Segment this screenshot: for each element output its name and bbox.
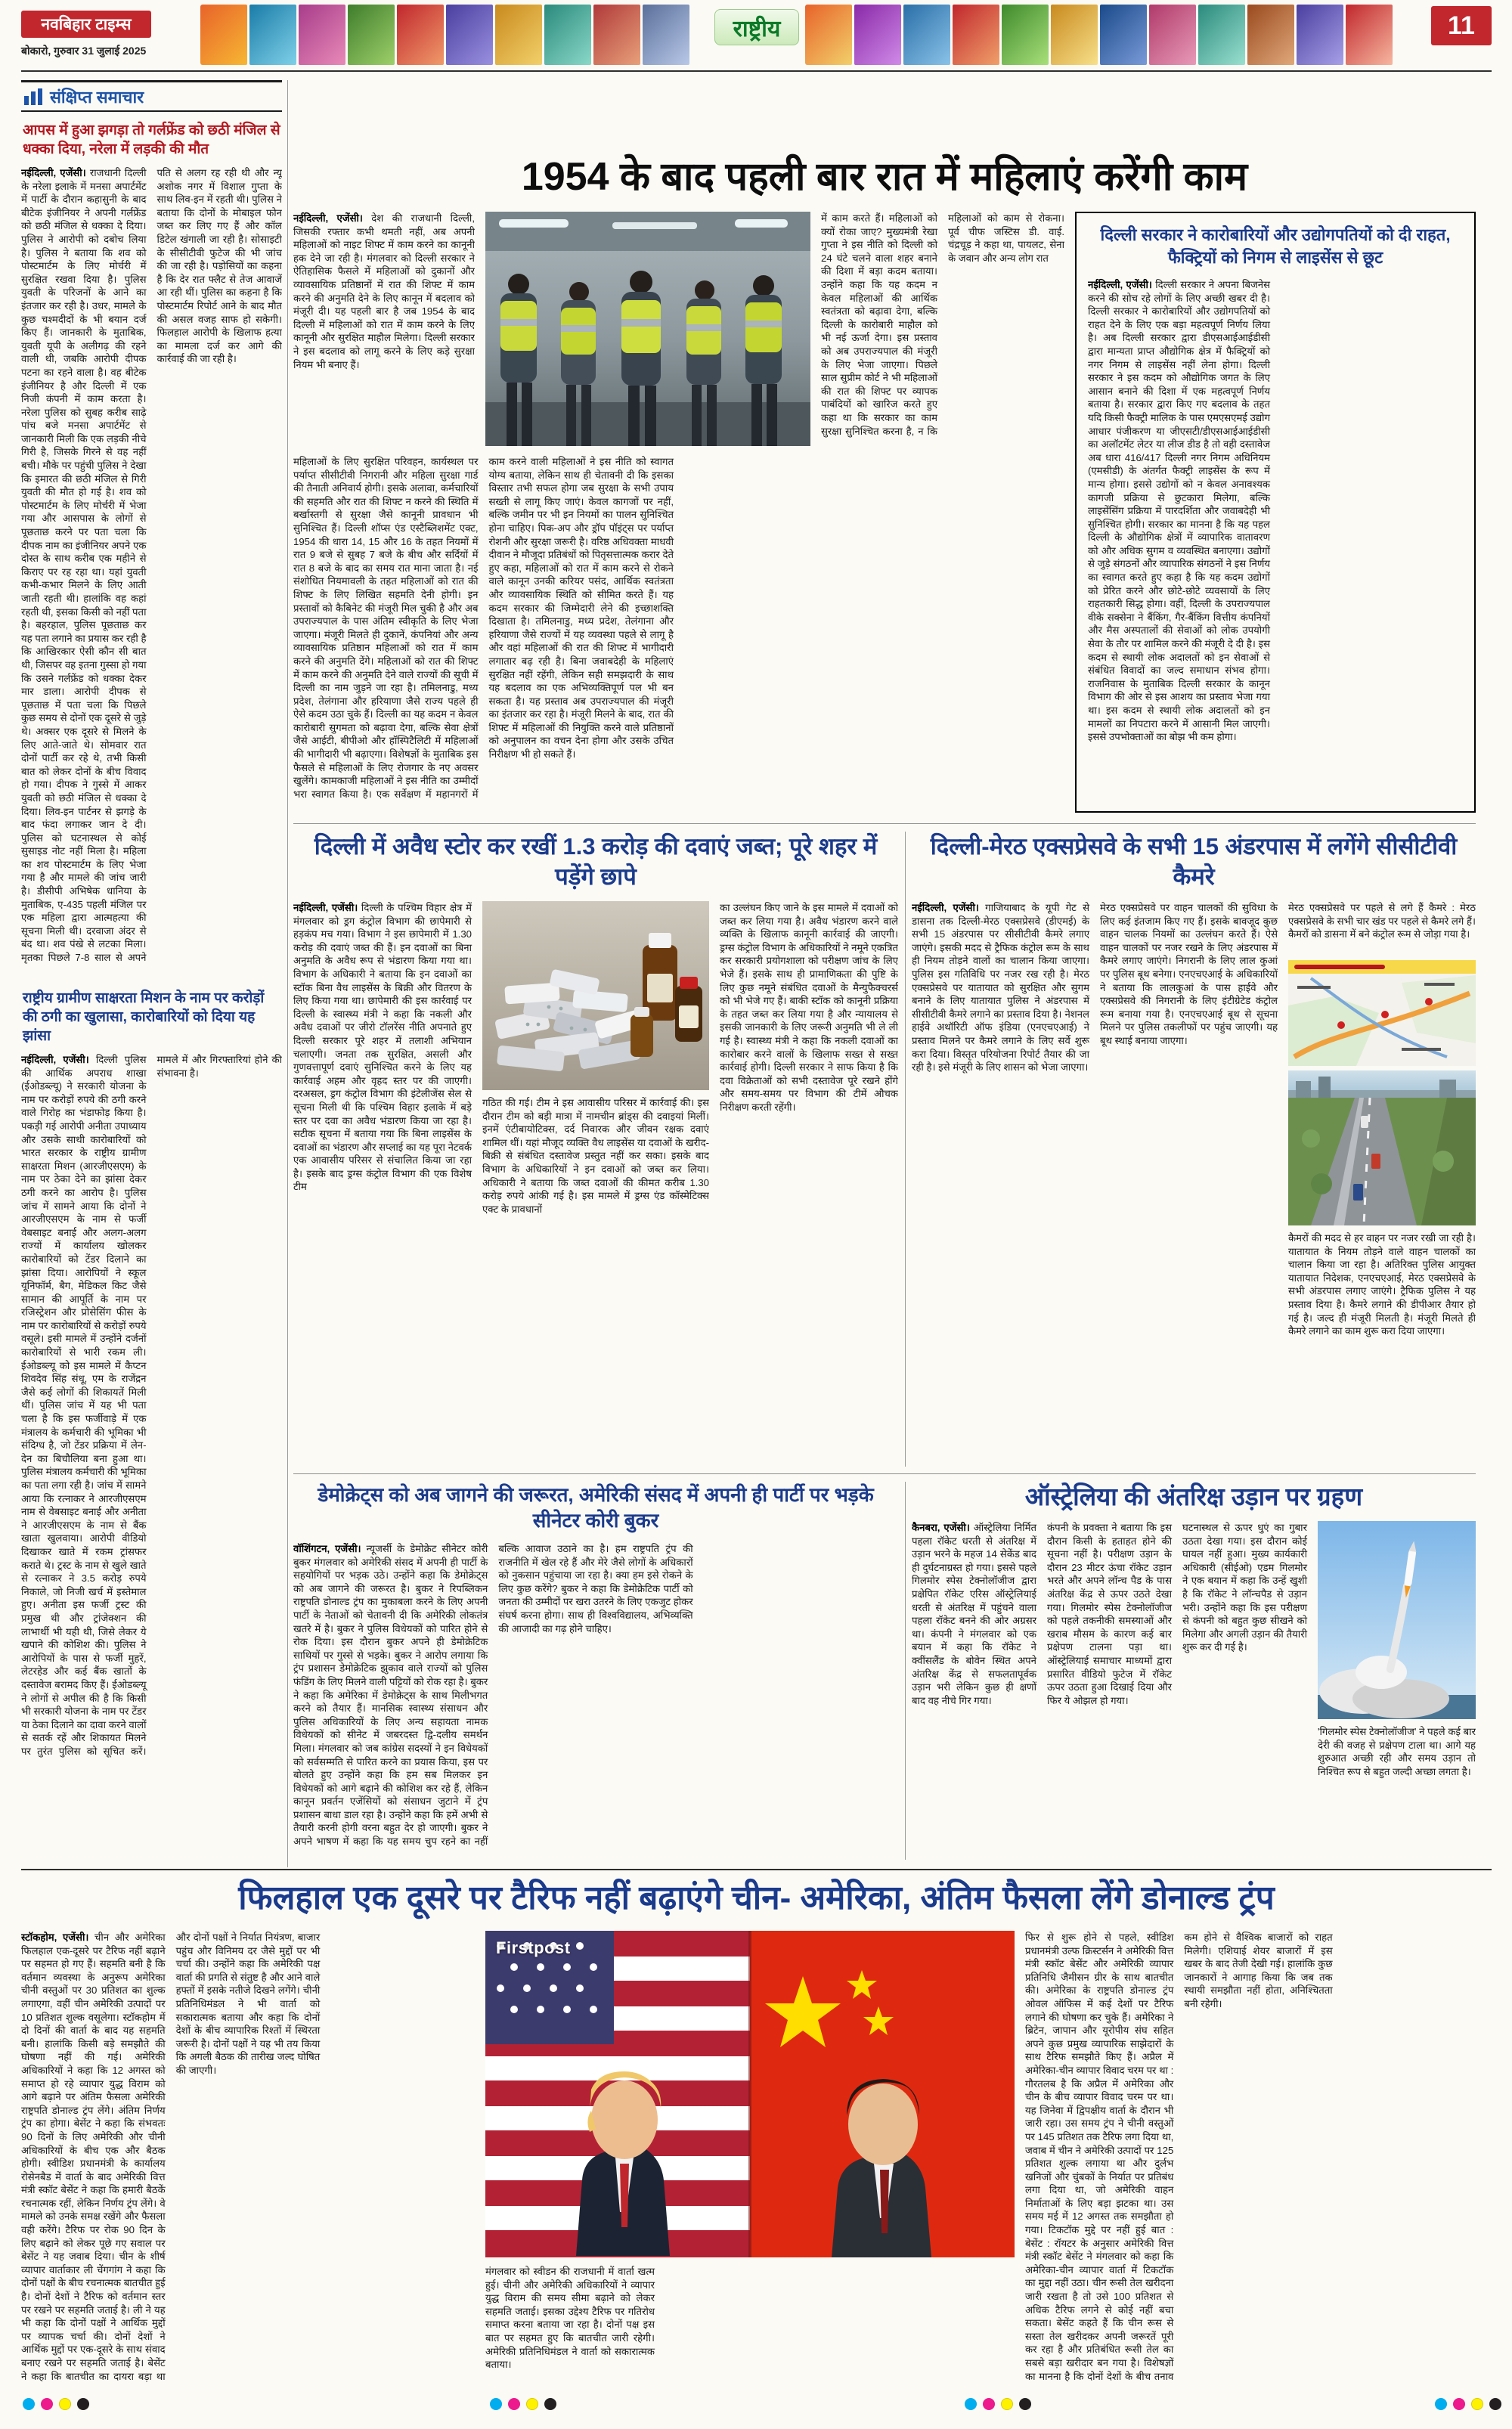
mid-column-divider [905, 832, 906, 1467]
briefs-icon [24, 88, 42, 105]
booker-body: वॉशिंगटन, एजेंसी। न्यूजर्सी के डेमोक्रेट सीनेटर कोरी बुकर मंगलवार को अमेरिकी संसद में अपनी ही पार्टी के सहयोगियों पर भड़क उठे। उन्होंने कहा कि डेमोक्रेट्स को अब जागने की जरूरत है। बुकर ने रिपब्लिकन राष्ट्रपति डोनाल्ड ट्रंप का मुकाबला करने के लिए अपनी पार्टी के नेताओं को चेतावनी दी कि अमेरिकी लोकतंत्र खतरे में है। बुकर ने पुलिस विधेयकों को पारित होने से रोक दिया। इस दौरान बुकर अपने ही डेमोक्रेटिक साथियों पर गुस्से से भड़के। बुकर ने आरोप लगाया कि ट्रंप प्रशासन डेमोक्रेटिक झुकाव वाले राज्यों को पुलिस फंडिंग के लिए मिलने वाली पट्टियों को रोक रहा है। बुकर ने कहा कि अमेरिका में डेमोक्रेट्स के साथ मिलीभगत करने को तैयार हैं। मानसिक स्वास्थ्य संसाधन और पुलिस अधिकारियों के लिए अन्य सहायता नामक विधेयकों को सीनेट में जबरदस्त द्वि-दलीय समर्थन मिला। मंगलवार को जब कांग्रेस सदस्यों ने इन विधेयकों को सर्वसम्मति से पारित करने का प्रयास किया, इस पर बोलते हुए उन्होंने कहा कि हम सब मिलकर इन विधेयकों को आगे बढ़ाने की कोशिश कर रहे हैं, लेकिन कानून प्रवर्तन एजेंसियों को संसाधन जुटाने में ट्रंप प्रशासन बाधा डाल रहा है। उन्होंने कहा कि हमें अभी से तैयारी करनी होगी वरना बहुत देर हो जाएगी। बुकर ने अपने भाषण में कहा कि यह समय चुप रहने का नहीं बल्कि आवाज उठाने का है। हम राष्ट्रपति ट्रंप की राजनीति में खेल रहे हैं और मेरे जैसे लोगों के अधिकारों को नुकसान पहुंचाया जा रहा है। क्या हम इसे रोकने के लिए कुछ करेंगे? बुकर ने कहा कि डेमोक्रेटिक पार्टी को जनता की उम्मीदों पर खरा उतरने के लिए एकजुट होकर संघर्ष करना होगा। साथ ही विश्वविद्यालय, अभिव्यक्ति की आजादी का गढ़ होने चाहिए। [293, 1543, 693, 1848]
drugs-col2: गठित की गई। टीम ने इस आवासीय परिसर में कार्रवाई की। इस दौरान टीम को बड़ी मात्रा में नामचीन ब्रांड्स की दवाइयां मिलीं। इनमें एंटीबायोटिक्स, दर्द निवारक और जीवन रक्षक दवाएं शामिल थीं। यहां मौजूद व्यक्ति वैध लाइसेंस या दवाओं के खरीद-बिक्री से संबंधित दस्तावेज प्रस्तुत नहीं कर सका। इसके बाद विभाग के अधिकारियों ने इन दवाओं को जब्त कर लिया। अधिकारी ने बताया कि जब्त दवाओं की कीमत करीब 1.30 करोड़ रुपये आंकी गई है। इस मामले में ड्रग्स एंड कॉस्मेटिक्स एक्ट के प्रावधानों [482, 1097, 709, 1215]
tariff-top-rule [21, 1869, 1492, 1870]
drugs-middle-col [482, 901, 709, 1462]
lead-col-left: नईदिल्ली, एजेंसी। देश की राजधानी दिल्ली, जिसकी रफ्तार कभी थमती नहीं, अब अपनी महिलाओं को नाइट शिफ्ट में काम करने का कानूनी हक देने जा रही है। मंगलवार को दिल्ली सरकार ने ऐतिहासिक फैसले में महिलाओं को दुकानों और व्यावसायिक प्रतिष्ठानों में रात की शिफ्ट में काम करने की अनुमति देने के लिए कानून में बदलाव को मंजूरी दी। यह पहली बार है जब 1954 के बाद दिल्ली में महिलाओं को रात में काम करने के लिए कानूनी और सुरक्षित माहौल मिलेगा। दिल्ली सरकार ने इस बदलाव को लागू करने के लिए कड़े सुरक्षा नियम भी बनाए हैं। [293, 212, 475, 370]
relief-box-article [1075, 212, 1476, 813]
australia-photo [1318, 1521, 1476, 1719]
cctv-map [1288, 960, 1476, 1066]
magenta-dot [1453, 2398, 1465, 2410]
yellow-dot [1001, 2398, 1013, 2410]
lead-body-area [293, 212, 1064, 813]
tariff-center-col [485, 1931, 1015, 2393]
yellow-dot [59, 2398, 71, 2410]
australia-col2: कंपनी के प्रवक्ता ने बताया कि इस दौरान किसी के हताहत होने की सूचना नहीं है। परीक्षण उड़ान के दौरान 23 मीटर ऊंचा रॉकेट उड़ान भरते और अपने लॉन्च पैड के पास अंतरिक्ष केंद्र से ऊपर उठते देखा गया। गिलमोर स्पेस टेक्नोलॉजीज को पहले तकनीकी समस्याओं और खराब मौसम के कारण कई बार प्रक्षेपण टालना पड़ा था। ऑस्ट्रेलियाई समाचार माध्यमों द्वारा प्रसारित वीडियो फुटेज में रॉकेट ऊपर उठता हुआ दिखाई दिया और फिर ये ओझल हो गया। [1047, 1522, 1172, 1706]
black-dot [544, 2398, 556, 2410]
cctv-article [912, 832, 1476, 1462]
cctv-col2: मेरठ एक्सप्रेसवे पर वाहन चालकों की सुविधा के लिए कई इंतजाम किए गए हैं। इसके बावजूद कुछ वाहन चालक नियमों का उल्लंघन करते हैं। ऐसे वाहन चालकों पर नजर रखने के लिए अंडरपास में कैमरे लगाए जाएंगे। निगरानी के लिए लाल कुआं पर पुलिस बूथ बनेगा। एनएचएआई के अधिकारियों ने बताया कि लालकुआं के पास हाईवे और एक्सप्रेसवे की निगरानी के लिए इंटीग्रेटेड कंट्रोल रूम बनाया गया है। एनएचएआई बूथ से सूचना मिलने पर पुलिस तकलीफों पर पहुंच जाएगी। यह बूथ स्थाई बनाया जाएगा। [1100, 902, 1278, 1046]
drugs-photo [482, 901, 709, 1090]
section-title: राष्ट्रीय [733, 16, 781, 42]
australia-col4: 'गिलमोर स्पेस टेक्नोलॉजीज' ने पहले कई बार देरी की वजह से प्रक्षेपण टाला था। आगे यह शुरुआत अच्छी रही और समय उड़ान तो निश्चित रूप से बहुत जल्दी अच्छा लगता है। [1318, 1726, 1476, 1777]
lead-col-right: में काम करते हैं। महिलाओं को क्यों रोका जाए? मुख्यमंत्री रेखा गुप्ता ने इस नीति को दिल्ली को 24 घंटे चलने वाला शहर बनाने की दिशा में बड़ा कदम बताया। उन्होंने कहा कि यह कदम न केवल महिलाओं की आर्थिक स्वतंत्रता को बढ़ावा देगा, बल्कि दिल्ली के कारोबारी माहौल को भी नई ऊर्जा देगा। इस प्रस्ताव को अब उपराज्यपाल की मंजूरी के लिए भेजा जाएगा। पिछले साल सुप्रीम कोर्ट ने भी महिलाओं की रात की शिफ्ट पर व्यापक पाबंदियों को खारिज करते हुए कहा था कि सरकार का काम सुरक्षा सुनिश्चित करना है, न कि महिलाओं को काम से रोकना। पूर्व चीफ जस्टिस डी. वाई. चंद्रचूड़ ने कहा था, पायलट, सेना के जवान और अन्य लोग रात [821, 212, 1064, 437]
sidebar-divider [287, 80, 288, 1867]
booker-article [293, 1482, 898, 1858]
lead-photo [485, 212, 810, 446]
page-number-box [1431, 6, 1492, 45]
yellow-dot [1471, 2398, 1483, 2410]
australia-right-col [1318, 1521, 1476, 1839]
lower-rule [293, 1473, 1476, 1474]
cctv-col3-top: मेरठ एक्सप्रेसवे पर पहले से लगे हैं कैमरे : मेरठ एक्सप्रेसवे के सभी चार खंड पर पहले से कैमरे लगे हैं। कैमरों को डासना में बने कंट्रोल रूम से जोड़ा गया है। [1288, 902, 1476, 940]
drugs-article [293, 832, 898, 1462]
tariff-under-photo: मंगलवार को स्वीडन की राजधानी में वार्ता खत्म हुई। चीनी और अमेरिकी अधिकारियों ने व्यापार युद्ध विराम की समय सीमा बढ़ाने को लेकर सहमति जताई। इसका उद्देश्य टैरिफ पर गतिरोध समाप्त करना बताया जा रहा है। दोनों पक्ष इस बात पर सहमत हुए कि बातचीत जारी रहेगी। अमेरिकी प्रतिनिधिमंडल ने वार्ता को सकारात्मक बताया। [485, 2266, 655, 2371]
briefs-title: संक्षिप्त समाचार [50, 87, 144, 107]
relief-body: नईदिल्ली, एजेंसी। दिल्ली सरकार ने अपना बिजनेस करने की सोच रहे लोगों के लिए अच्छी खबर दी है। दिल्ली सरकार ने कारोबारियों और उद्योगपतियों को राहत देने के लिए एक बड़ा महत्वपूर्ण निर्णय लिया है। अब दिल्ली सरकार द्वारा डीएसआईआईडीसी द्वारा मान्यता प्राप्त औद्योगिक क्षेत्र में फैक्ट्रियों को नगर निगम से लाइसेंस नहीं लेना होगा। दिल्ली सरकार ने इस कदम को औद्योगिक जगत के लिए आसान बनाने की दिशा में एक महत्वपूर्ण निर्णय बताया है। सरकार द्वारा किए गए बदलाव के तहत यदि किसी फैक्ट्री मालिक के पास एमएसएमई उद्योग आधार पंजीकरण या जीएसटी/डीएसआईआईडीसी का अलॉटमेंट लेटर या लीज डीड है तो वही दस्तावेज अब धारा 416/417 दिल्ली नगर निगम अधिनियम (एमसीडी) के अंतर्गत फैक्ट्री लाइसेंस के रूप में मान्य होगा। इससे उद्योगों को न केवल अनावश्यक कागजी प्रक्रिया से छुटकारा मिलेगा, बल्कि लाइसेंसिंग प्रक्रिया में पारदर्शिता और जवाबदेही भी सुनिश्चित होगी। सरकार का मानना है कि यह पहल दिल्ली के औद्योगिक क्षेत्रों में व्यापारिक वातावरण को और अधिक सुगम व व्यवस्थित बनाएगा। उद्योगों से जुड़े संगठनों और व्यापारिक संगठनों ने इस निर्णय का स्वागत करते हुए कहा है कि यह कदम उद्योगों को प्रेरित करने और छोटे-छोटे व्यवसायों के लिए राहतकारी सिद्ध होगा। वहीं, दिल्ली के उपराज्यपाल वीके सक्सेना ने बैंकिंग, गैर-बैंकिंग वित्तीय कंपनियों और मैस अस्पतालों की सेवाओं को लोक उपयोगी सेवा के तौर पर शामिल करने की मंजूरी दे दी है। इस कदम से स्थायी लोक अदालतों को इन सेवाओं से संबंधित विवादों का जल्द समाधान संभव होगा। राजनिवास के मुताबिक दिल्ली सरकार के कानून विभाग की ओर से इस आशय का प्रस्ताव भेजा गया था। इस कदम से स्थायी लोक अदालतों को इन मामलों का निपटारा करने में आसानी मिल जाएगी। इससे उपभोक्ताओं का बोझ भी कम होगा। [1088, 279, 1270, 743]
brief-story1-headline: आपस में हुआ झगड़ा तो गर्लफ्रेंड को छठी मंजिल से धक्का दिया, नरेला में लड़की की मौत [23, 122, 280, 157]
australia-col3: घटनास्थल से ऊपर धुएं का गुबार उठता देखा गया। इस दौरान कोई घायल नहीं हुआ। मुख्य कार्यकारी अधिकारी (सीईओ) एडम गिलमोर ने एक बयान में कहा कि उन्हें खुशी है कि रॉकेट ने लॉन्चपैड से उड़ान भरी। उन्होंने कहा कि इस परीक्षण से कंपनी को बहुत कुछ सीखने को मिलेगा और अगली उड़ान की तैयारी शुरू कर दी गई है। [1182, 1522, 1307, 1653]
black-dot [77, 2398, 89, 2410]
lead-body-bottom: महिलाओं के लिए सुरक्षित परिवहन, कार्यस्थल पर पर्याप्त सीसीटीवी निगरानी और महिला सुरक्षा गार्ड की तैनाती अनिवार्य होगी। इसके अलावा, कर्मचारियों की सहमति और रात की शिफ्ट न करने की स्थिति में बर्खास्तगी से सुरक्षा जैसे कानूनी प्रावधान भी सुनिश्चित हैं। दिल्ली शॉप्स एंड एस्टैब्लिशमेंट एक्ट, 1954 की धारा 14, 15 और 16 के तहत नियमों में रात 9 बजे से सुबह 7 बजे के बीच और सर्दियों में रात 8 बजे के बाद का समय रात माना जाता है। नई संशोधित नियमावली के तहत महिलाओं को रात की शिफ्ट के लिए लिखित सहमति देनी होगी। इन प्रस्तावों को कैबिनेट की मंजूरी मिल चुकी है और अब उपराज्यपाल के पास अंतिम स्वीकृति के लिए भेजा जाएगा। मंजूरी मिलते ही दुकानें, कंपनियां और अन्य व्यावसायिक प्रतिष्ठान महिलाओं को रात में काम करने की अनुमति देंगे। महिलाओं को रात की शिफ्ट में काम करने की अनुमति देने वाले राज्यों की सूची में दिल्ली का नाम जुड़ने जा रहा है। तमिलनाडु, मध्य प्रदेश, तेलंगाना और हरियाणा जैसे राज्य पहले ही ऐसे कदम उठा चुके हैं। दिल्ली का यह कदम न केवल कारोबारी सुगमता को बढ़ावा देगा, बल्कि सेवा क्षेत्रों जैसे आईटी, बीपीओ और हॉस्पिटैलिटी में महिलाओं की भागीदारी भी बढ़ाएगा। विशेषज्ञों के मुताबिक इस फैसले से महिलाओं के लिए रोजगार के नए अवसर खुलेंगे। कामकाजी महिलाओं ने इस नीति का उम्मीदों भरा स्वागत किया है। एक सर्वेक्षण में महानगरों में काम करने वाली महिलाओं ने इस नीति को स्वागत योग्य बताया, लेकिन साथ ही चेतावनी दी कि इसका विस्तार तभी सफल होगा जब सुरक्षा के सभी उपाय सख्ती से लागू किए जाएं। केवल कागजों पर नहीं, बल्कि जमीन पर भी इन नियमों का पालन सुनिश्चित होना चाहिए। पिक-अप और ड्रॉप पॉइंट्स पर पर्याप्त रोशनी और सुरक्षा जरूरी है। वरिष्ठ अधिवक्ता माधवी दीवान ने मौजूदा प्रतिबंधों को पितृसत्तात्मक करार देते हुए कहा, महिलाओं को रात में काम करने से रोकने वाले कानून उनकी करियर पसंद, आर्थिक स्वतंत्रता और व्यावसायिक स्थिति को सीमित करते हैं। यह कदम सरकार की जिम्मेदारी लेने की इच्छाशक्ति दिखाता है। तमिलनाडु, मध्य प्रदेश, तेलंगाना और हरियाणा जैसे राज्यों में यह व्यवस्था पहले से लागू है और वहां महिलाओं की रात की शिफ्ट में भागीदारी लगातार बढ़ रही है। बिना जवाबदेही के महिलाएं सुरक्षित नहीं रहेंगी, लेकिन सही समझदारी के साथ यह बदलाव का एक अभिव्यक्तिपूर्ण पल भी बन सकता है। यह प्रस्ताव अब उपराज्यपाल की मंजूरी का इंतजार कर रहा है। मंजूरी मिलने के बाद, रात की शिफ्ट में महिलाओं की नियुक्ति करने वाले प्रतिष्ठानों को अनुपालन का वचन देना होगा और उसके उचित निरीक्षण भी हो सकते हैं। [293, 456, 674, 800]
australia-headline: ऑस्ट्रेलिया की अंतरिक्ष उड़ान पर ग्रहण [1024, 1482, 1363, 1510]
regmark-group [1435, 2398, 1501, 2410]
paper-name: नवबिहार टाइम्स [41, 16, 132, 33]
brief-story2-headline: राष्ट्रीय ग्रामीण साक्षरता मिशन के नाम पर करोड़ों की ठगी का खुलासा, कारोबारियों को दिया यह झांसा [23, 990, 265, 1044]
magenta-dot [508, 2398, 520, 2410]
lead-article [293, 80, 1476, 813]
tariff-headline: फिलहाल एक दूसरे पर टैरिफ नहीं बढ़ाएंगे चीन- अमेरिका, अंतिम फैसला लेंगे डोनाल्ड ट्रंप [238, 1879, 1275, 1916]
booker-headline: डेमोक्रेट्स को अब जागने की जरूरत, अमेरिकी संसद में अपनी ही पार्टी पर भड़के सीनेटर कोरी बुकर [318, 1483, 874, 1532]
australia-article [912, 1482, 1476, 1839]
tariff-photo [485, 1931, 1015, 2257]
firstpost-watermark: Firstpost [496, 1938, 571, 1957]
masthead-collage-right [805, 5, 1410, 65]
regmark-group [965, 2398, 1031, 2410]
mid-rule [293, 823, 1476, 824]
magenta-dot [41, 2398, 53, 2410]
masthead-rule [21, 70, 1492, 72]
page-number: 11 [1448, 11, 1475, 40]
black-dot [1489, 2398, 1501, 2410]
cctv-right-col [1288, 901, 1476, 1462]
relief-headline: दिल्ली सरकार ने कारोबारियों और उद्योगपतियों को दी राहत, फैक्ट्रियों को निगम से लाइसेंस से छूट [1100, 225, 1451, 267]
drugs-col3: का उल्लंघन किए जाने के इस मामले में दवाओं को जब्त कर लिया गया है। अवैध भंडारण करने वाले व्यक्ति के खिलाफ कानूनी कार्रवाई की जाएगी। ड्रग्स कंट्रोल विभाग के अधिकारियों ने नमूने एकत्रित कर सरकारी प्रयोगशाला को परीक्षण जांच के लिए भेजे हैं। इसके साथ ही प्रामाणिकता की पुष्टि के लिए कुछ नमूने संबंधित दवाओं के मैन्युफैक्चरर्स को भी भेजे गए हैं। बाकी स्टॉक को कानूनी प्रक्रिया के तहत जब्त कर लिया गया है और न्यायालय से इसकी जानकारी के लिए जरूरी अनुमति भी ले ली गई है। स्वास्थ्य मंत्री ने कहा कि नकली दवाओं का कारोबार करने वालों के खिलाफ सख्त से सख्त कार्रवाई होगी। दिल्ली सरकार ने साफ किया है कि दवा विक्रेताओं को सभी दस्तावेज पूरे रखने होंगे और समय-समय पर विभाग की टीमें औचक निरीक्षण करती रहेंगी। [720, 902, 898, 1113]
edition-date: बोकारो, गुरुवार 31 जुलाई 2025 [21, 45, 147, 57]
briefs-column [21, 80, 282, 1779]
drugs-headline: दिल्ली में अवैध स्टोर कर रखीं 1.3 करोड़ की दवाएं जब्त; पूरे शहर में पड़ेंगे छापे [314, 833, 878, 890]
tariff-article [21, 1878, 1492, 2393]
cyan-dot [23, 2398, 35, 2410]
magenta-dot [983, 2398, 995, 2410]
cctv-headline: दिल्ली-मेरठ एक्सप्रेसवे के सभी 15 अंडरपास में लगेंगे सीसीटीवी कैमरे [930, 833, 1458, 890]
yellow-dot [526, 2398, 538, 2410]
masthead-collage-left [200, 5, 708, 65]
briefs-header [21, 80, 282, 112]
regmark-group [23, 2398, 89, 2410]
black-dot [1019, 2398, 1031, 2410]
paper-name-box [21, 11, 151, 38]
lead-headline: 1954 के बाद पहली बार रात में महिलाएं करेंगी काम [521, 155, 1248, 199]
cctv-col1: नईदिल्ली, एजेंसी। गाजियाबाद के यूपी गेट से डासना तक दिल्ली-मेरठ एक्सप्रेसवे (डीएमई) के सभी 15 अंडरपास पर सीसीटीवी कैमरे लगाए जाएंगे। इसकी मदद से ट्रैफिक कंट्रोल रूम के साथ ही नियम तोड़ने वालों का चालान किया जाएगा। पुलिस इस गतिविधि पर नजर रख रही है। मेरठ एक्सप्रेसवे पर यातायात को सुरक्षित और सुगम बनाने के लिए यातायात पुलिस ने अंडरपास में सीसीटीवी कैमरे लगाने का प्रस्ताव दिया है। नेशनल हाईवे अथॉरिटी ऑफ इंडिया (एनएचएआई) ने प्रस्ताव मिलने पर कैमरे लगाने के लिए सर्वे शुरू करा दिया। विस्तृत परियोजना रिपोर्ट तैयार की जा रही है। इसे मंजूरी के लिए शासन को भेजा जाएगा। [912, 902, 1089, 1074]
brief-story1-body: नईदिल्ली, एजेंसी। राजधानी दिल्ली के नरेला इलाके में मनसा अपार्टमेंट में पार्टी के दौरान कहासुनी के बाद बीटेक इंजीनियर ने अपनी गर्लफ्रेंड को छठी मंजिल से धक्का दे दिया। पुलिस ने आरोपी को दबोच लिया है। पुलिस ने बताया कि शव को पोस्टमार्टम के लिए मोर्चरी में सुरक्षित रखवा दिया है। पुलिस युवती के परिजनों के आने का इंतजार कर रही है। उधर, मामले के कुछ चश्मदीदों के भी बयान दर्ज किए हैं। जानकारी के मुताबिक, युवती यूपी के अलीगढ़ की रहने वाली थी, जबकि आरोपी दीपक पटना का रहने वाला है। वह बीटेक इंजीनियर है और दिल्ली में एक निजी कंपनी में काम करता है। नरेला पुलिस को सुबह करीब साढ़े पांच बजे मनसा अपार्टमेंट से जानकारी मिली कि एक लड़की नीचे गिरी है, जिसके गिरने से वह नहीं बची। मौके पर पहुंची पुलिस ने देखा कि इमारत की छठी मंजिल से गिरी युवती की मौत हो गई है। शव को पोस्टमार्टम के लिए मोर्चरी में भेजा गया और आसपास के लोगों से पूछताछ करने पर पता चला कि दीपक नाम का इंजीनियर अपने एक दोस्त के साथ करीब एक महीने से किराए पर रह रहा था। यहां युवती कभी-कभार मिलने के लिए आती जाती रहती थी। हालांकि वह कहां रहती थी, इसका किसी को नहीं पता है। बहरहाल, पुलिस पूछताछ कर यह पता लगाने का प्रयास कर रही है कि आखिरकार ऐसी कौन सी बात थी, जिसपर वह इतना गुस्सा हो गया कि उसने गर्लफ्रेंड को धक्का देकर मार डाला। आरोपी दीपक से पूछताछ में पता चला कि पिछले कुछ समय से दोनों एक दूसरे से जुड़े थे। अक्सर एक दूसरे से मिलने के लिए आते-जाते थे। सोमवार रात दोनों पार्टी कर रहे थे, तभी किसी बात को लेकर दोनों के बीच विवाद हो गया। दीपक ने गुस्से में आकर युवती को छठी मंजिल से धक्का दे दिया। लिव-इन पार्टनर से झगड़े के बाद फंदा लगाकर जान दे दी। पुलिस को घटनास्थल से कोई सुसाइड नोट नहीं मिला है। महिला का शव पोस्टमार्टम के लिए भेजा गया है और मामले की जांच जारी है। डीसीपी अभिषेक धानिया के मुताबिक, ए-435 पहली मंजिल पर एक महिला द्वारा आत्महत्या की सूचना मिली थी। दरवाजा अंदर से बंद था। शव पंखे से लटका मिला। मृतका पिछले 7-8 साल से अपने पति से अलग रह रही थी और न्यू अशोक नगर में विशाल गुप्ता के साथ लिव-इन में रहती थी। पुलिस ने बताया कि दोनों के मोबाइल फोन जब्त कर लिए गए हैं और कॉल डिटेल खंगाली जा रही है। सोसाइटी के सीसीटीवी फुटेज की भी जांच की जा रही है। पड़ोसियों का कहना है कि देर रात फ्लैट से तेज आवाजें आ रही थीं। पुलिस का कहना है कि पोस्टमार्टम रिपोर्ट आने के बाद मौत की असल वजह साफ हो सकेगी। फिलहाल आरोपी के खिलाफ हत्या का मामला दर्ज कर आगे की कार्रवाई की जा रही है। [21, 167, 282, 964]
tariff-left-columns: स्टॉकहोम, एजेंसी। चीन और अमेरिका फिलहाल एक-दूसरे पर टैरिफ नहीं बढ़ाने पर सहमत हो गए हैं। सहमति बनी है कि वर्तमान व्यवस्था के अनुरूप अमेरिका चीनी वस्तुओं पर 30 प्रतिशत का शुल्क लगाएगा, वहीं चीन अमेरिकी उत्पादों पर 10 प्रतिशत शुल्क वसूलेगा। स्टॉकहोम में दो दिनों की वार्ता के बाद यह सहमति बनी। हालांकि किसी बड़े समझौते की घोषणा नहीं की गई। अमेरिकी अधिकारियों ने कहा कि 12 अगस्त को समाप्त हो रहे व्यापार युद्ध विराम को आगे बढ़ाने पर अंतिम फैसला अमेरिकी राष्ट्रपति डोनाल्ड ट्रंप लेंगे। अंतिम निर्णय ट्रंप का होगा। बेसेंट ने कहा कि संभवतः 90 दिनों के लिए अमेरिकी और चीनी अधिकारियों के बीच एक और बैठक होगी। स्वीडिश प्रधानमंत्री के कार्यालय रोसेनबैड में वार्ता के बाद अमेरिकी वित्त मंत्री स्कॉट बेसेंट ने कहा कि हमारी बैठकें रचनात्मक रहीं, लेकिन निर्णय ट्रंप लेंगे। वे मामले को उनके समक्ष रखेंगे और फैसला वही करेंगे। टैरिफ पर रोक 90 दिन के लिए बढ़ाने को लेकर पूछे गए सवाल पर बेसेंट ने यह जवाब दिया। चीन के शीर्ष व्यापार वार्ताकार ली चेंगगांग ने कहा कि दोनों पक्षों के बीच रचनात्मक बातचीत हुई है। दोनों देशों ने टैरिफ को वर्तमान स्तर पर रखने पर सहमति जताई है। ली ने यह भी कहा कि दोनों पक्षों ने आर्थिक मुद्दों पर व्यापक चर्चा की। दोनों देशों ने आर्थिक मुद्दों पर एक-दूसरे के साथ संवाद बनाए रखने पर सहमति जताई है। बेसेंट ने कहा कि बातचीत का दायरा बड़ा था और दोनों पक्षों ने निर्यात नियंत्रण, बाजार पहुंच और विनिमय दर जैसे मुद्दों पर भी चर्चा की। उन्होंने कहा कि अमेरिकी पक्ष वार्ता की प्रगति से संतुष्ट है और आने वाले हफ्तों में इसके नतीजे दिखने लगेंगे। चीनी प्रतिनिधिमंडल ने भी वार्ता को सकारात्मक बताया और कहा कि दोनों देशों के बीच व्यापारिक रिश्तों में स्थिरता जरूरी है। दोनों पक्षों ने यह भी तय किया कि अगली बैठक की तारीख जल्द घोषित की जाएगी। [21, 1932, 321, 2382]
section-title-box [714, 9, 799, 45]
cyan-dot [965, 2398, 977, 2410]
lower-column-divider [905, 1482, 906, 1860]
tariff-right-columns: फिर से शुरू होने से पहले, स्वीडिश प्रधानमंत्री उल्फ क्रिस्टर्सन ने अमेरिकी वित्त मंत्री स्कॉट बेसेंट और अमेरिकी व्यापार प्रतिनिधि जैमीसन ग्रीर के साथ बातचीत की। अमेरिका के राष्ट्रपति डोनाल्ड ट्रंप ओवल ऑफिस में कई देशों पर टैरिफ लगाने की घोषणा कर चुके हैं। अमेरिका ने ब्रिटेन, जापान और यूरोपीय संघ सहित अपने कुछ प्रमुख व्यापारिक साझेदारों के साथ टैरिफ समझौते किए हैं। अप्रैल में अमेरिका-चीन व्यापार विवाद चरम पर था : गौरतलब है कि अप्रैल में अमेरिका और चीन के बीच व्यापार विवाद चरम पर था। यह जिनेवा में द्विपक्षीय वार्ता के दौरान भी जारी रहा। उस समय ट्रंप ने चीनी वस्तुओं पर 145 प्रतिशत तक टैरिफ लगा दिया था, जवाब में चीन ने अमेरिकी उत्पादों पर 125 प्रतिशत शुल्क लगाया था और दुर्लभ खनिजों और चुंबकों के निर्यात पर प्रतिबंध लगा दिया था, जो अमेरिकी वाहन निर्माताओं के लिए बड़ा झटका था। उस समय मई में 12 अगस्त तक समझौता हो गया। टिकटॉक मुद्दे पर नहीं हुई बात : बेसेंट : रॉयटर के अनुसार अमेरिकी वित्त मंत्री स्कॉट बेसेंट ने मंगलवार को कहा कि अमेरिका-चीन व्यापार वार्ता में टिकटॉक का मुद्दा नहीं उठा। चीन रूसी तेल खरीदना जारी रखता है तो उसे 100 प्रतिशत से अधिक टैरिफ लगने से कोई नहीं बचा सकता। बेसेंट कहते हैं कि चीन रूस से सस्ता तेल खरीदकर अपनी जरूरतें पूरी कर रहा है और प्रतिबंधित रूसी तेल का सबसे बड़ा खरीदार बन गया है। विशेषज्ञों का मानना है कि दोनों देशों के बीच तनाव कम होने से वैश्विक बाजारों को राहत मिलेगी। एशियाई शेयर बाजारों में इस खबर के बाद तेजी देखी गई। हालांकि कुछ जानकारों ने आगाह किया कि जब तक स्थायी समझौता नहीं होता, अनिश्चितता बनी रहेगी। [1025, 1932, 1333, 2382]
brief-story2-body: नईदिल्ली, एजेंसी। दिल्ली पुलिस की आर्थिक अपराध शाखा (ईओडब्ल्यू) ने सरकारी योजना के नाम पर करोड़ों रुपये की ठगी करने वाले गिरोह का भंडाफोड़ किया है। पकड़ी गई आरोपी अनीता उपाध्याय और उसके साथी कारोबारियों को भारत सरकार के राष्ट्रीय ग्रामीण साक्षरता मिशन (आरजीएसएम) के नाम पर ठेका देने का झांसा देकर ठगी करने का आरोप है। पुलिस जांच में सामने आया कि दोनों ने आरजीएसएम के नाम से फर्जी वेबसाइट बनाई और अलग-अलग राज्यों में कार्यालय खोलकर कारोबारियों को टेंडर दिलाने का झांसा दिया। आरोपियों ने स्कूल यूनिफॉर्म, बैग, मेडिकल किट जैसे सामान की आपूर्ति के नाम पर रजिस्ट्रेशन और प्रोसेसिंग फीस के नाम पर कारोबारियों से करोड़ों रुपये वसूले। इसी मामले में उन्होंने दर्जनों कारोबारियों से भारी रकम ली। ईओडब्ल्यू को इस मामले में कैप्टन शिवदेव सिंह संधू, एम के राजेंद्रन जैसे कई लोगों की शिकायतें मिली थीं। पुलिस जांच में यह भी पता चला है कि इस फर्जीवाड़े में एक मंत्रालय के कर्मचारी की भूमिका भी संदिग्ध है, जो टेंडर प्रक्रिया में लेन-देन का बिचौलिया बना हुआ था। पुलिस मंत्रालय कर्मचारी की भूमिका का पता लगा रही है। जांच में सामने आया कि रत्नाकर ने आरजीएसएम नाम से वेबसाइट बनाई और अनीता ने आरजीएसएम के नाम से बैंक खाता खुलवाया। आरोपी वीडियो दिखाकर खाते में रकम ट्रांसफर कराते थे। ट्रस्ट के नाम से खुले खाते से रत्नाकर ने 3.5 करोड़ रुपये निकाले, जो निजी खर्च में इस्तेमाल हुए। अनीता इस फर्जी ट्रस्ट की प्रमुख थी और ट्रांजेक्शन की लाभार्थी भी यही थी, जिसे लेकर ये खपाने की कोशिश की। पुलिस ने आरोपियों के पास से फर्जी मुहरें, लेटरहेड और कई बैंक खातों के दस्तावेज बरामद किए हैं। ईओडब्ल्यू ने लोगों से अपील की है कि किसी भी सरकारी योजना के नाम पर टेंडर या ठेका दिलाने का दावा करने वालों से सतर्क रहें और शिकायत मिलने पर तुरंत पुलिस को सूचित करें। मामले में और गिरफ्तारियां होने की संभावना है। [21, 1054, 282, 1757]
drugs-col1: नईदिल्ली, एजेंसी। दिल्ली के पश्चिम विहार क्षेत्र में मंगलवार को ड्रग कंट्रोल विभाग की छापेमारी से हड़कंप मच गया। विभाग ने इस छापेमारी में 1.30 करोड़ की दवाएं जब्त की हैं। इन दवाओं का बिना अनुमति के अवैध रूप से भंडारण किया गया था। विभाग के अधिकारी ने बताया कि इन दवाओं का स्टॉक बिना वैध लाइसेंस के बिक्री और वितरण के लिए किया गया था। छापेमारी की इस कार्रवाई पर दिल्ली के स्वास्थ्य मंत्री ने कहा कि नकली और अवैध दवाओं पर जीरो टॉलरेंस नीति अपनाते हुए दिल्ली सरकार पूरे शहर में तलाशी अभियान चलाएगी। जनता तक सुरक्षित, असली और गुणवत्तापूर्ण दवाएं सुनिश्चित करने के लिए यह कार्रवाई अहम और वृहद स्तर पर की जाएगी। दरअसल, ड्रग कंट्रोल विभाग की इंटेलीजेंस सेल से सूचना मिली थी कि पश्चिम विहार इलाके में बड़े स्तर पर दवा का अवैध भंडारण किया जा रहा है। सटीक सूचना में बताया गया कि बिना लाइसेंस के दवाओं का भंडारण और सप्लाई का यह पूरा नेटवर्क एक आवासीय परिसर से संचालित किया जा रहा है। इसके बाद ड्रग्स कंट्रोल विभाग की एक विशेष टीम [293, 902, 472, 1193]
cyan-dot [1435, 2398, 1447, 2410]
cyan-dot [490, 2398, 502, 2410]
cctv-col3-bottom: कैमरों की मदद से हर वाहन पर नजर रखी जा रही है। यातायात के नियम तोड़ने वाले वाहन चालकों का चालान किया जा रहा है। अतिरिक्त पुलिस आयुक्त यातायात निदेशक, एनएचएआई, मेरठ एक्सप्रेसवे के सभी अंडरपास लगाए जाएंगे। ट्रैफिक पुलिस ने यह प्रस्ताव दिया है। कैमरे लगाने की डीपीआर तैयार हो गई है। जल्द ही मंजूरी मिलती है। मंजूरी मिलते ही कैमरे लगाने का काम शुरू करा दिया जाएगा। [1288, 1232, 1476, 1337]
australia-col1: कैनबरा, एजेंसी। ऑस्ट्रेलिया निर्मित पहला रॉकेट धरती से अंतरिक्ष में उड़ान भरने के महज 14 सेकेंड बाद ही दुर्घटनाग्रस्त हो गया। इससे पहले गिलमोर स्पेस टेक्नोलॉजीज द्वारा प्रक्षेपित रॉकेट एरिस ऑस्ट्रेलियाई धरती से अंतरिक्ष में पहुंचने वाला पहला रॉकेट बनने की ओर अग्रसर था। कंपनी ने मंगलवार को एक बयान में कहा कि रॉकेट ने क्वींसलैंड के बोवेन स्थित अपने अंतरिक्ष केंद्र से सफलतापूर्वक उड़ान भरी लेकिन कुछ ही क्षणों बाद वह नीचे गिर गया। [912, 1522, 1036, 1706]
cctv-photo [1288, 1070, 1476, 1225]
regmark-group [490, 2398, 556, 2410]
